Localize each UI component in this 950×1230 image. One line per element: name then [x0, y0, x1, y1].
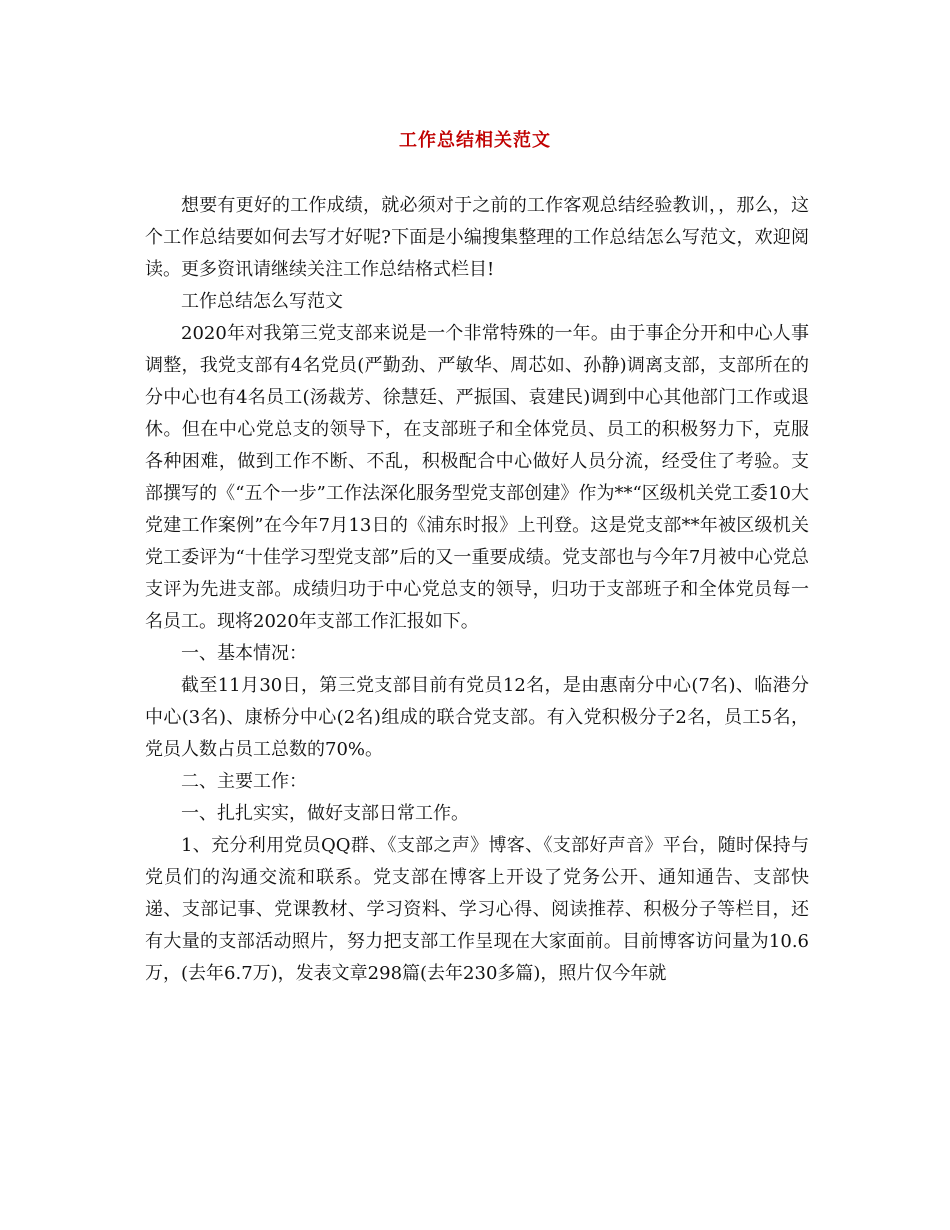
subsection-heading-daily-work: 一、扎扎实实，做好支部日常工作。	[181, 803, 469, 824]
basic-info-paragraph: 截至11月30日，第三党支部目前有党员12名，是由惠南分中心(7名)、临港分中心(3名)、康桥分中心(2名)组成的联合党支部。有入党积极分子2名，员工5名，党员人数占员工总数的70%。	[145, 675, 809, 760]
section-heading-basic-info: 一、基本情况：	[181, 643, 307, 664]
document-body	[145, 190, 809, 990]
summary-paragraph: 2020年对我第三党支部来说是一个非常特殊的一年。由于事企分开和中心人事调整，我党支部有4名党员(严勤劲、严敏华、周芯如、孙静)调离支部，支部所在的分中心也有4名员工(汤裁芳、徐慧廷、严振国、袁建民)调到中心其他部门工作或退休。但在中心党总支的领导下，在支部班子和全体党员、员工的积极努力下，克服各种困难，做到工作不断、不乱，积极配合中心做好人员分流，经受住了考验。支部撰写的《“五个一步”工作法深化服务型党支部创建》作为**“区级机关党工委10大党建工作案例”在今年7月13日的《浦东时报》上刊登。这是党支部**年被区级机关党工委评为“十佳学习型党支部”后的又一重要成绩。党支部也与今年7月被中心党总支评为先进支部。成绩归功于中心党总支的领导，归功于支部班子和全体党员每一名员工。现将2020年支部工作汇报如下。	[145, 323, 809, 632]
section-heading-main-work: 二、主要工作：	[181, 771, 307, 792]
section-heading-sample: 工作总结怎么写范文	[181, 291, 343, 312]
document-title: 工作总结相关范文	[399, 130, 551, 151]
daily-work-paragraph: 1、充分利用党员QQ群、《支部之声》博客、《支部好声音》平台，随时保持与党员们的沟通交流和联系。党支部在博客上开设了党务公开、通知通告、支部快递、支部记事、党课教材、学习资料、学习心得、阅读推荐、积极分子等栏目，还有大量的支部活动照片，努力把支部工作呈现在大家面前。目前博客访问量为10.6万，(去年6.7万)，发表文章298篇(去年230多篇)，照片仅今年就	[145, 835, 809, 984]
intro-paragraph: 想要有更好的工作成绩，就必须对于之前的工作客观总结经验教训，，那么，这个工作总结要如何去写才好呢?下面是小编搜集整理的工作总结怎么写范文，欢迎阅读。更多资讯请继续关注工作总结格式栏目!	[145, 195, 809, 280]
